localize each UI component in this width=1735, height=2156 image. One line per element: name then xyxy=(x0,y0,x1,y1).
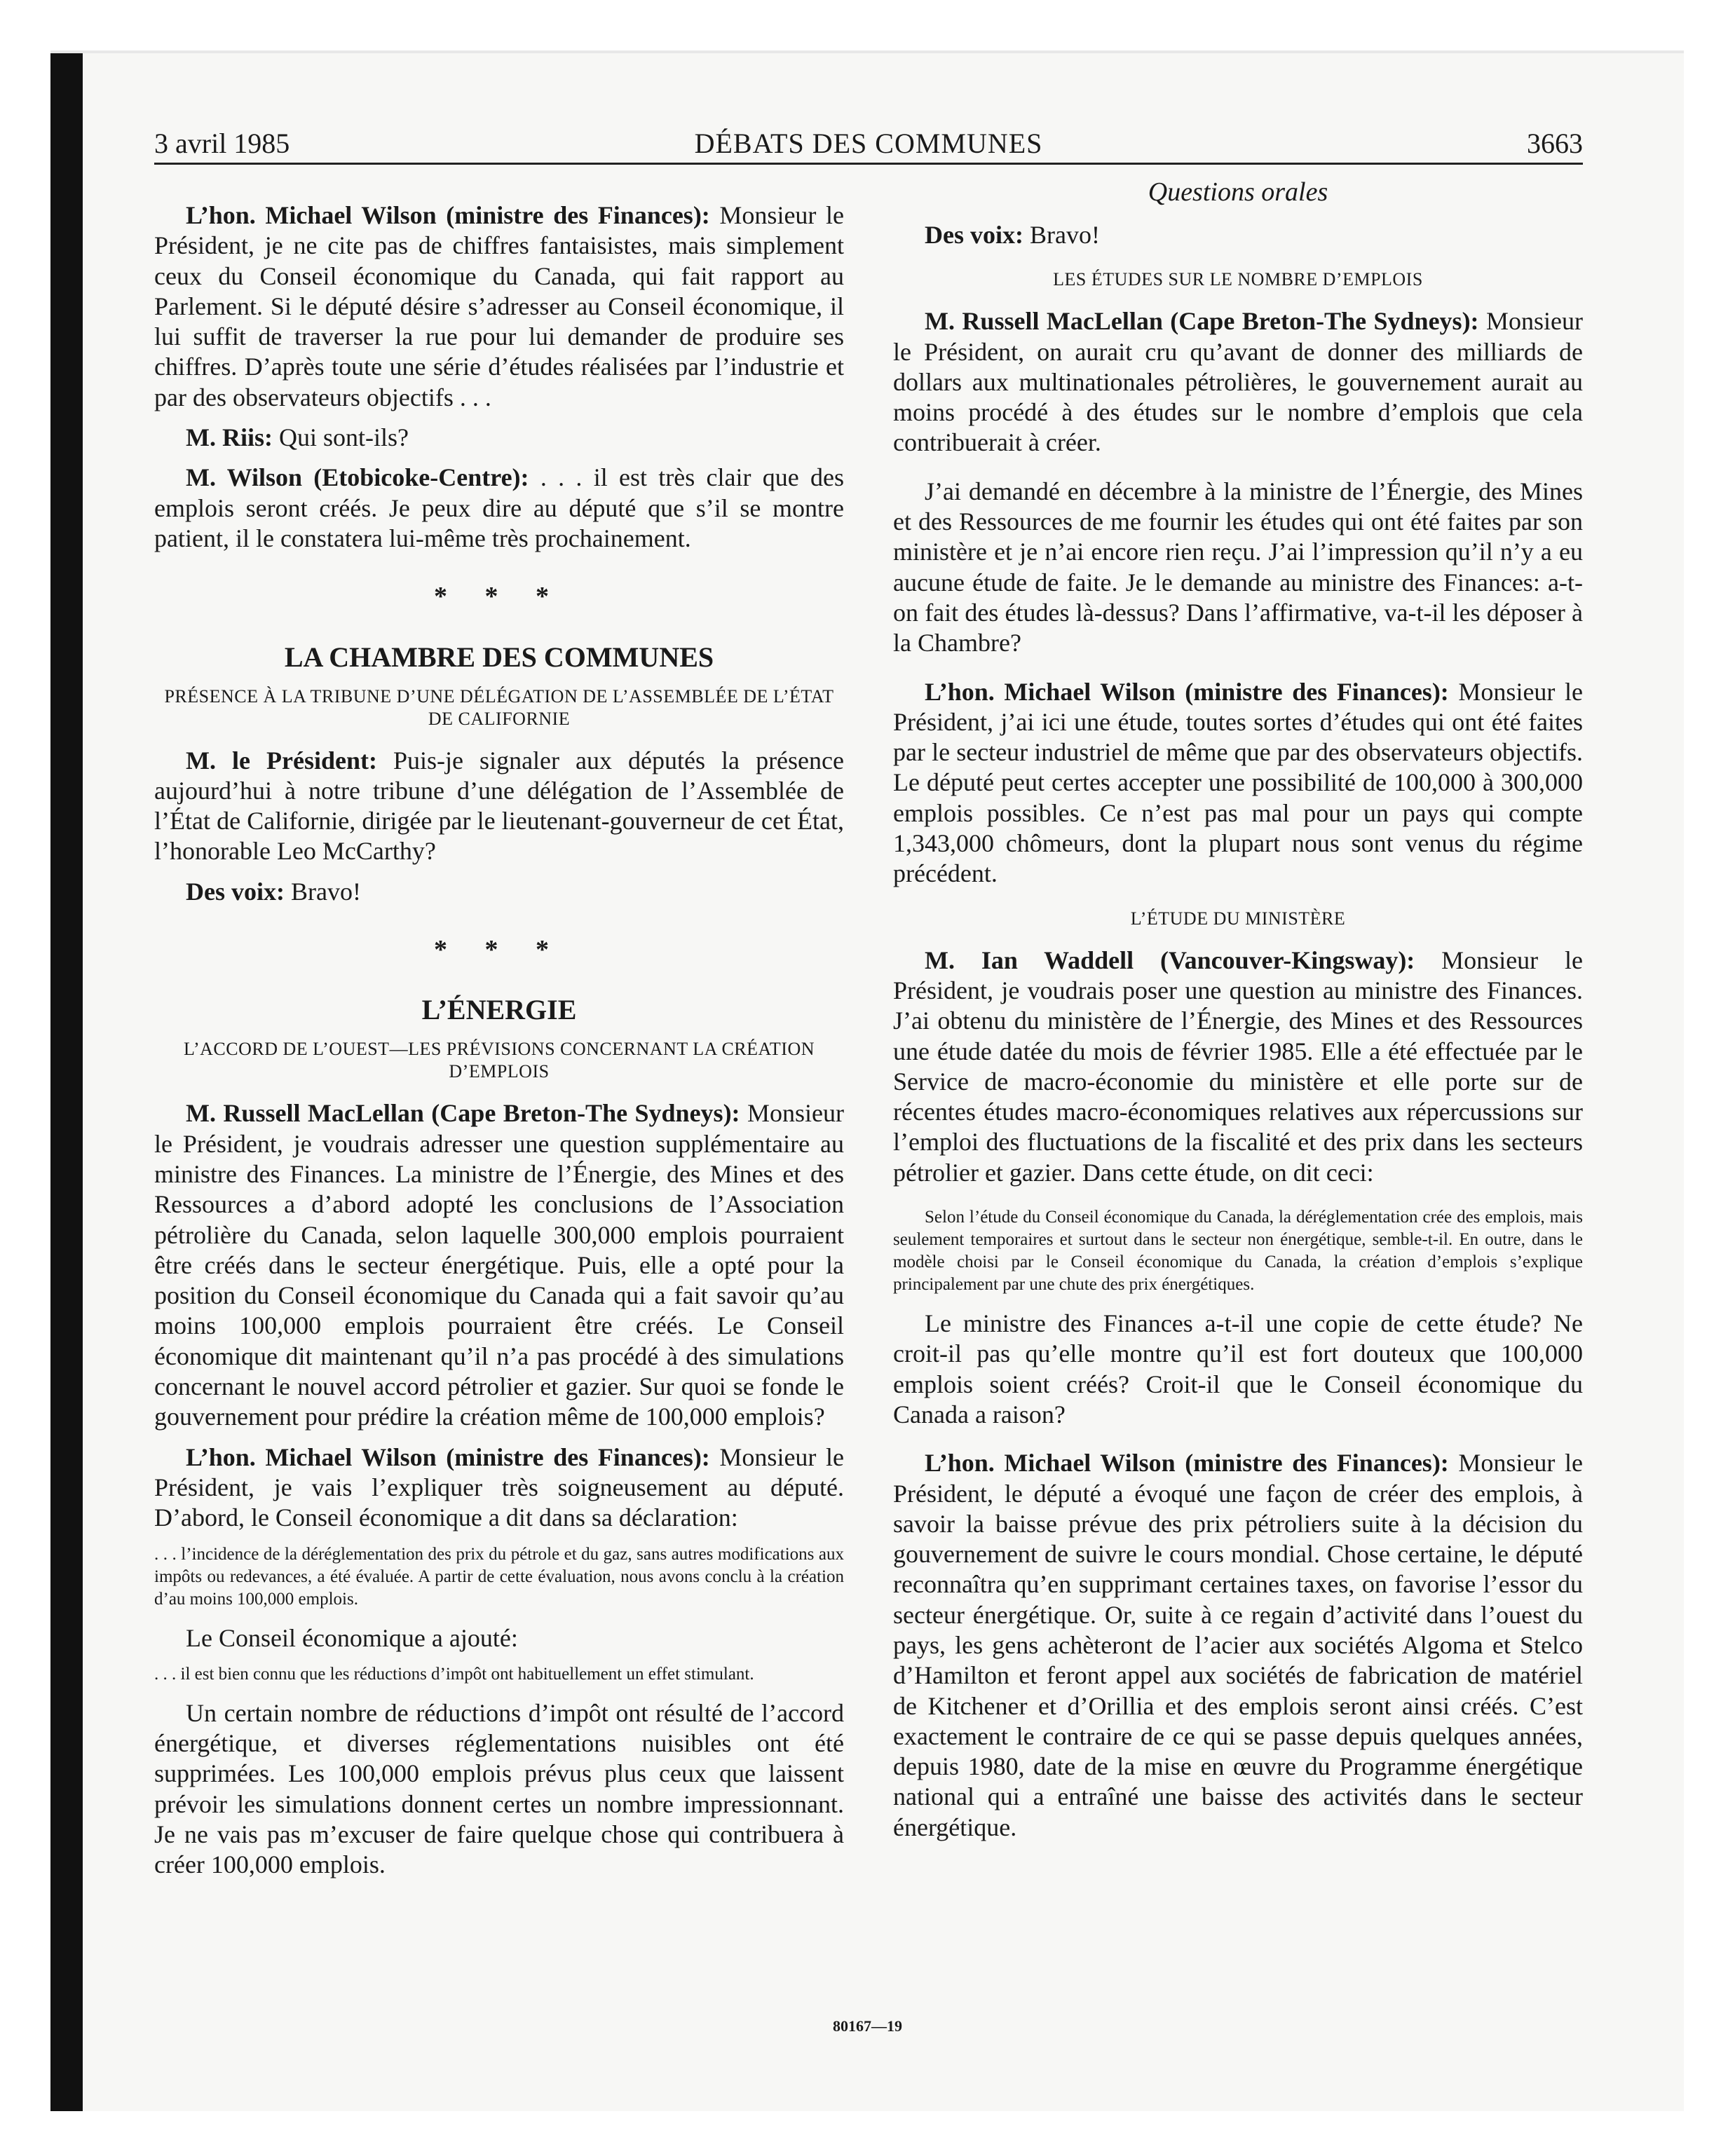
right-column xyxy=(893,177,1583,1853)
section-subheading: L’ÉTUDE DU MINISTÈRE xyxy=(1130,908,1346,929)
speech-text: . . . il est très clair que des emplois seront créés. Je peux dire au député que s’il se montre patient, il le constatera lui-même très prochainement. xyxy=(154,463,845,552)
speaker-name: L’hon. Michael Wilson (ministre des Finances): xyxy=(186,1442,710,1471)
section-separator: * * * xyxy=(434,935,564,965)
speaker-name: L’hon. Michael Wilson (ministre des Finances): xyxy=(186,201,710,229)
speech-text: Qui sont-ils? xyxy=(272,423,409,452)
paragraph xyxy=(154,1098,844,1432)
block-quote: Selon l’étude du Conseil économique du Canada, la déréglementation crée des emplois, mais seulement temporaires et surtout dans le secteur non énergétique, semble-t-il. En outre, dans le modèle choisi par le Conseil économique du Canada, la création d’emplois s’explique principalement par une chute des prix énergétiques. xyxy=(893,1208,1583,1295)
speaker-name: Des voix: xyxy=(186,877,285,906)
speaker-name: L’hon. Michael Wilson (ministre des Finances): xyxy=(925,1449,1449,1478)
speaker-name: M. Wilson (Etobicoke-Centre): xyxy=(186,463,529,492)
speaker-name: Des voix: xyxy=(925,221,1023,249)
block-quote: . . . il est bien connu que les réductions d’impôt ont habituellement un effet stimulant. xyxy=(154,1664,754,1684)
paragraph xyxy=(893,306,1583,458)
paragraph xyxy=(893,1448,1583,1843)
paragraph xyxy=(154,1442,844,1534)
speaker-name: M. le Président: xyxy=(186,746,377,775)
section-subheading: L’ACCORD DE L’OUEST—LES PRÉVISIONS CONCERNANT LA CRÉATION D’EMPLOIS xyxy=(183,1039,815,1082)
speaker-name: M. Riis: xyxy=(186,423,273,452)
scan-border xyxy=(50,50,83,2111)
paragraph xyxy=(893,220,1583,250)
speaker-name: M. Ian Waddell (Vancouver-Kingsway): xyxy=(925,946,1415,974)
section-subheading: PRÉSENCE À LA TRIBUNE D’UNE DÉLÉGATION DE L’ASSEMBLÉE DE L’ÉTAT DE CALIFORNIE xyxy=(164,685,834,729)
section-label: Questions orales xyxy=(1148,177,1328,207)
speech-text: Monsieur le Président, j’ai ici une étude, toutes sortes d’études qui ont été faites par le secteur industriel de même que par des observateurs objectifs. Le député peut certes accepter une possibilité de 100,000 à 300,000 emplois possibles. Ce n’est pas mal pour un pays qui compte 1,343,000 chômeurs, dont la plupart nous sont venus du régime précédent. xyxy=(893,677,1584,888)
paragraph xyxy=(893,677,1583,889)
header-page-number: 3663 xyxy=(1527,128,1583,159)
paragraph xyxy=(154,746,844,867)
footer-code: 80167—19 xyxy=(833,2017,902,2035)
header-title: DÉBATS DES COMMUNES xyxy=(694,128,1043,159)
section-subheading: LES ÉTUDES SUR LE NOMBRE D’EMPLOIS xyxy=(1053,269,1423,290)
speech-text: Puis-je signaler aux députés la présence aujourd’hui à notre tribune d’une délégation de l’Assemblée de l’État de Californie, dirigée par le lieutenant-gouverneur de cet État, l’honorable Leo McCarthy? xyxy=(154,746,844,866)
running-header xyxy=(154,125,1583,163)
speech-text: Monsieur le Président, je voudrais poser une question au ministre des Finances. J’ai obtenu du ministère de l’Énergie, des Mines et des Ressources une étude datée du mois de février 1985. Elle a été effectuée par le Service de macro-économie du ministère et elle porte sur de récentes études macro-économiques relatives aux répercussions sur l’emploi des fluctuations de la fiscalité et des prix dans les secteurs pétrolier et gazier. Dans cette étude, on dit ceci: xyxy=(893,946,1583,1187)
speech-text: Bravo! xyxy=(1023,221,1100,249)
paragraph xyxy=(154,200,844,413)
section-separator: * * * xyxy=(434,582,564,612)
paragraph: J’ai demandé en décembre à la ministre de l’Énergie, des Mines et des Ressources de me fournir les études qui ont été faites par son ministère et je n’ai encore rien reçu. J’ai l’impression qu’il n’y a eu aucune étude de faite. Je le demande au ministre des Finances: a-t-on fait des études là-dessus? Dans l’affirmative, va-t-il les déposer à la Chambre? xyxy=(893,477,1583,657)
paragraph xyxy=(893,946,1583,1188)
speech-text: Monsieur le Président, on aurait cru qu’avant de donner des milliards de dollars aux multinationales pétrolières, le gouvernement aurait au moins procédé à des études sur le nombre d’emplois que cela contribuerait à créer. xyxy=(893,307,1583,457)
speech-text: Monsieur le Président, je ne cite pas de chiffres fantaisistes, mais simplement ceux du Conseil économique du Canada, qui fait rapport au Parlement. Si le député désire s’adresser au Conseil économique, il lui suffit de traverser la rue pour lui demander de produire ses chiffres. D’après toute une série d’études réalisées par l’industrie et par des observateurs objectifs . . . xyxy=(154,201,845,411)
speaker-name: M. Russell MacLellan (Cape Breton-The Sydneys): xyxy=(186,1099,740,1128)
paragraph: Un certain nombre de réductions d’impôt ont résulté de l’accord énergétique, et diverses réglementations nuisibles ont été supprimées. Les 100,000 emplois prévus plus ceux que laissent prévoir les simulations donnent certes un nombre impressionnant. Je ne vais pas m’excuser de faire quelque chose qui contribuera à créer 100,000 emplois. xyxy=(154,1698,844,1879)
left-column xyxy=(154,200,844,1890)
paragraph xyxy=(154,877,844,907)
speech-text: Monsieur le Président, le député a évoqué une façon de créer des emplois, à savoir la baisse prévue des prix pétroliers suite à la décision du gouvernement de suivre le cours mondial. Chose certaine, le député reconnaîtra qu’en supprimant certaines taxes, on favorise l’essor du secteur énergétique. Or, suite à ce regain d’activité dans l’ouest du pays, les gens achèteront de l’acier aux sociétés Algoma et Stelco d’Hamilton et feront appel aux sociétés de fabrication de matériel de Kitchener et d’Orillia et des emplois seront ainsi créés. C’est exactement le contraire de ce qui se passe depuis quelques années, depuis 1980, date de la mise en œuvre du Programme énergétique national qui a entraîné une baisse des activités dans le secteur énergétique. xyxy=(893,1449,1584,1841)
speaker-name: M. Russell MacLellan (Cape Breton-The Sydneys): xyxy=(925,307,1479,336)
paragraph: Le ministre des Finances a-t-il une copie de cette étude? Ne croit-il pas qu’elle montre qu’il est fort douteux que 100,000 emplois soient créés? Croit-il que le Conseil économique du Canada a raison? xyxy=(893,1309,1583,1428)
paragraph: Le Conseil économique a ajouté: xyxy=(186,1623,518,1652)
paragraph xyxy=(154,423,844,453)
section-title: LA CHAMBRE DES COMMUNES xyxy=(284,641,714,673)
speech-text: Monsieur le Président, je vais l’expliquer très soigneusement au député. D’abord, le Conseil économique a dit dans sa déclaration: xyxy=(154,1442,845,1532)
header-rule xyxy=(154,163,1583,165)
header-date: 3 avril 1985 xyxy=(154,128,290,159)
block-quote: . . . l’incidence de la déréglementation des prix du pétrole et du gaz, sans autres modifications aux impôts ou redevances, a été évaluée. A partir de cette évaluation, nous avons conclu à la création d’au moins 100,000 emplois. xyxy=(154,1544,844,1609)
speech-text: Monsieur le Président, je voudrais adresser une question supplémentaire au ministre des Finances. La ministre de l’Énergie, des Mines et des Ressources a d’abord adopté les conclusions de l’Association pétrolière du Canada, selon laquelle 300,000 emplois pourraient être créés dans le secteur énergétique. Puis, elle a opté pour la position du Conseil économique du Canada qui a fait savoir qu’au moins 100,000 emplois pourraient être créés. Le Conseil économique dit maintenant qu’il n’a pas procédé à des simulations concernant le nouvel accord pétrolier et gazier. Sur quoi se fonde le gouvernement pour prédire la création même de 100,000 emplois? xyxy=(154,1099,844,1431)
section-title: L’ÉNERGIE xyxy=(421,994,577,1026)
speaker-name: L’hon. Michael Wilson (ministre des Finances): xyxy=(925,677,1449,706)
paragraph xyxy=(154,463,844,554)
speech-text: Bravo! xyxy=(284,877,361,906)
